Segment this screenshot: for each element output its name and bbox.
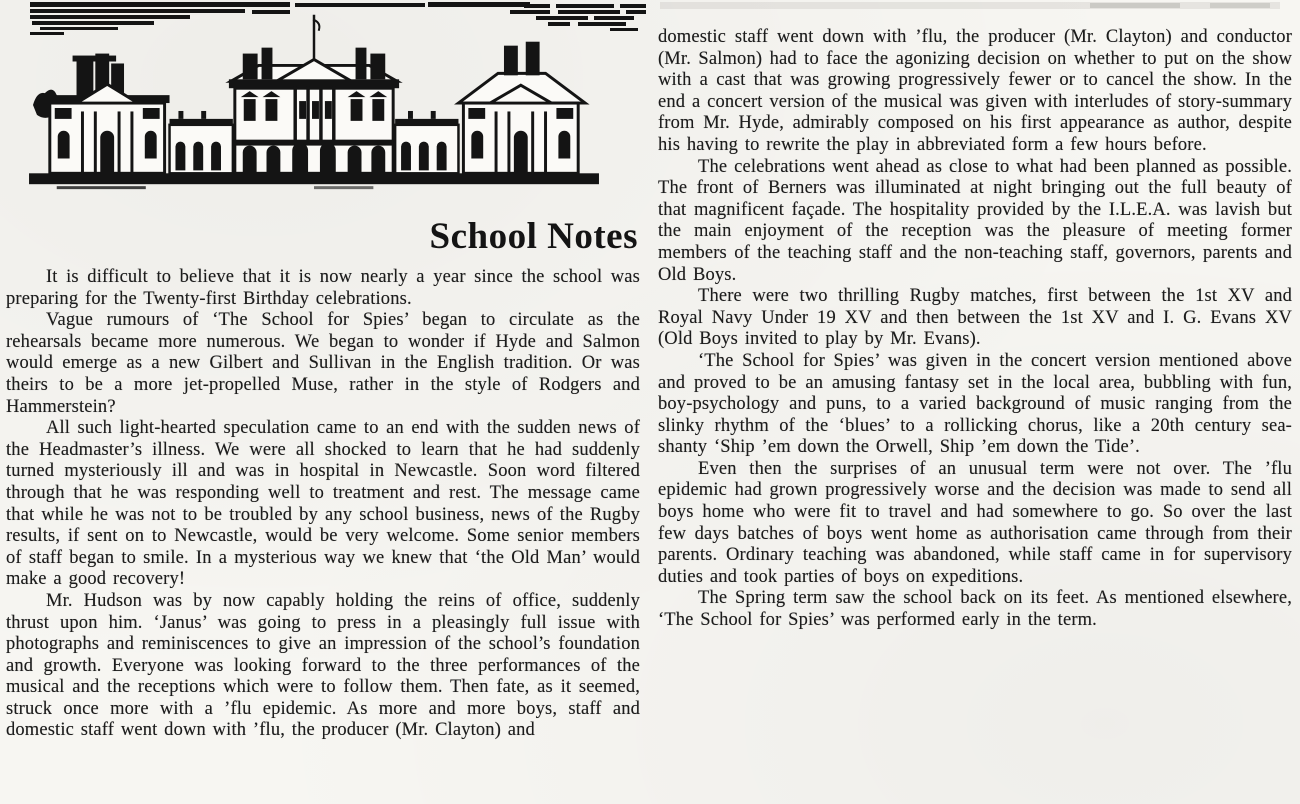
body-paragraph: domestic staff went down with ’flu, the producer (Mr. Clayton) and conductor (Mr. Salmon) had to face the agonizing decision on whether to put on the show with a cast that was growing progressively fewer or to cancel the show. In the end a concert version of the musical was given with interludes of story-summary from Mr. Hyde, admirably composed on his first appearance as author, despite his having to rewrite the play in abbreviated form a few hours before.	[658, 27, 1292, 155]
school-building-illustration	[6, 14, 640, 202]
right-column-text	[658, 27, 1292, 632]
body-paragraph: ‘The School for Spies’ was given in the concert version mentioned above and proved to be an amusing fantasy set in the local area, bubbling with fun, boy-psychology and puns, to a varied background of music ranging from the slinky rhythm of the ‘blues’ to a rollicking chorus, like a 20th century sea-shanty ‘Ship ’em down the Orwell, Ship ’em down the Tide’.	[658, 350, 1292, 458]
page-title: School Notes	[429, 216, 638, 257]
right-column	[658, 0, 1292, 804]
body-paragraph: There were two thrilling Rugby matches, first between the 1st XV and Royal Navy Under 19 XV and then between the 1st XV and I. G. Evans XV (Old Boys invited to play by Mr. Evans).	[658, 286, 1292, 350]
body-paragraph: The Spring term saw the school back on its feet. As mentioned elsewhere, ‘The School for Spies’ was performed early in the term.	[658, 588, 1292, 631]
left-column	[6, 0, 640, 804]
body-paragraph: Vague rumours of ‘The School for Spies’ began to circulate as the rehearsals became more numerous. We began to wonder if Hyde and Salmon would emerge as a new Gilbert and Sullivan in the English tradition. Or was theirs to be a more jet-propelled Muse, rather in the style of Rodgers and Hammerstein?	[6, 310, 640, 417]
left-column-text	[6, 267, 640, 742]
body-paragraph: Mr. Hudson was by now capably holding the reins of office, suddenly thrust upon him. ‘Janus’ was going to press in a pleasingly full issue with photographs and reminiscences to give an impression of the school’s foundation and growth. Everyone was looking forward to the three performances of the musical and the receptions which were to follow them. Then fate, as it seemed, struck once more with a ’flu epidemic. As more and more boys, staff and domestic staff went down with ’flu, the producer (Mr. Clayton) and	[6, 590, 640, 741]
body-paragraph: Even then the surprises of an unusual term were not over. The ’flu epidemic had grown progressively worse and the decision was made to send all boys home who were fit to travel and had somewhere to go. So over the last few days batches of boys went home as authorisation came through from their parents. Ordinary teaching was abandoned, while staff came in for supervisory duties and took parties of boys on expeditions.	[658, 458, 1292, 587]
body-paragraph: It is difficult to believe that it is now nearly a year since the school was preparing for the Twenty-first Birthday celebrations.	[6, 267, 640, 309]
school-building-engraving-icon	[12, 14, 616, 202]
body-paragraph: The celebrations went ahead as close to what had been planned as possible. The front of Berners was illuminated at night bringing out the full beauty of that magnificent façade. The hospitality provided by the I.L.E.A. was lavish but the main enjoyment of the reception was the pleasure of meeting former members of the teaching staff and the non-teaching staff, governors, parents and Old Boys.	[658, 156, 1292, 285]
body-paragraph: All such light-hearted speculation came to an end with the sudden news of the Headmaster’s illness. We were all shocked to learn that he had suddenly turned mysteriously ill and was in hospital in Newcastle. Soon word filtered through that he was responding well to treatment and rest. The message came that while he was not to be troubled by any school business, news of the Rugby results, if sent on to Newcastle, would be very welcome. Some senior members of staff began to smile. In a mysterious way we knew that ‘the Old Man’ would make a good recovery!	[6, 418, 640, 590]
